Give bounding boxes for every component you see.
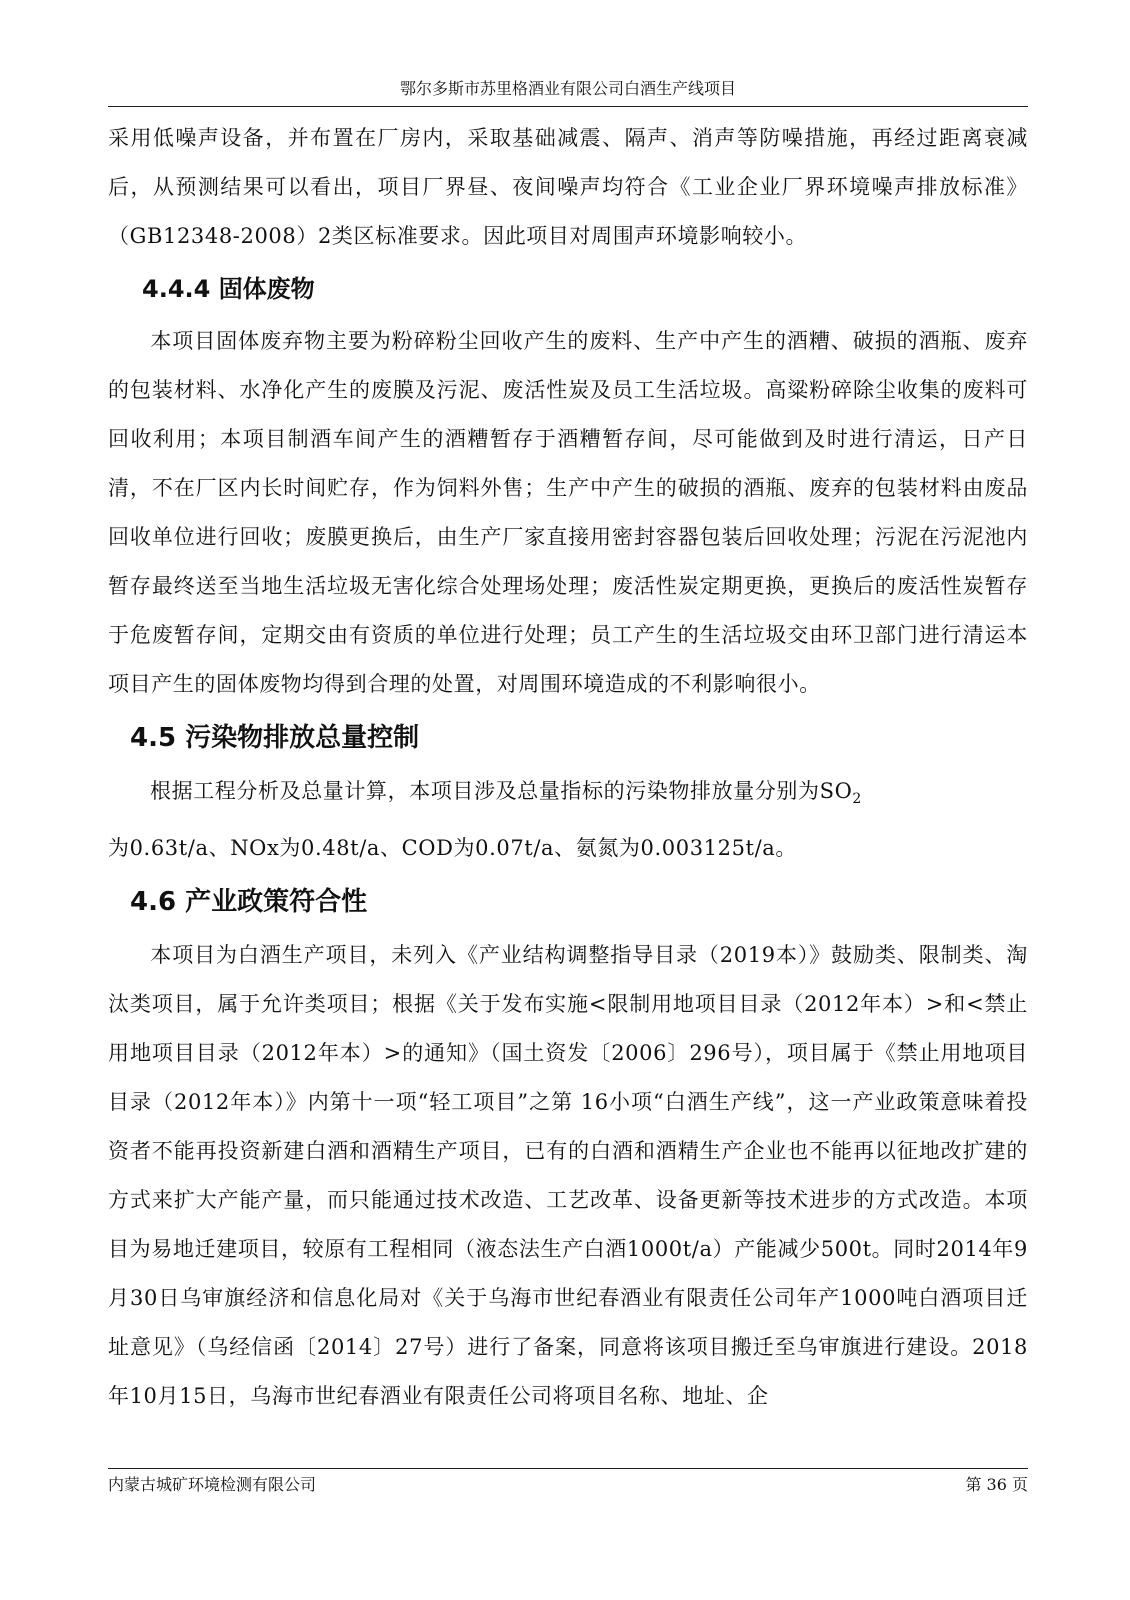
emission-line-2: 为0.63t/a、NOx为0.48t/a、COD为0.07t/a、氨氮为0.003125t/a。 [108, 836, 797, 861]
paragraph-solid-waste-text: 本项目固体废弃物主要为粉碎粉尘回收产生的废料、生产中产生的酒糟、破损的酒瓶、废弃的包装材料、水净化产生的废膜及污泥、废活性炭及员工生活垃圾。高粱粉碎除尘收集的废料可回收利用；本项目制酒车间产生的酒糟暂存于酒糟暂存间，尽可能做到及时进行清运，日产日清，不在厂区内长时间贮存，作为饲料外售；生产中产生的破损的酒瓶、废弃的包装材料由废品回收单位进行回收；废膜更换后，由生产厂家直接用密封容器包装后回收处理；污泥在污泥池内暂存最终送至当地生活垃圾无害化综合处理场处理；废活性炭定期更换，更换后的废活性炭暂存于危废暂存间，定期交由有资质的单位进行处理；员工产生的生活垃圾交由环卫部门进行清运本项目产生的固体废物均得到合理的处置，对周围环境造成的不利影响很小。 [108, 329, 1028, 696]
paragraph-industrial-policy-text: 本项目为白酒生产项目，未列入《产业结构调整指导目录（2019本）》鼓励类、限制类、淘汰类项目，属于允许类项目；根据《关于发布实施<限制用地项目目录（2012年本）>和<禁止用地项目目录（2012年本）>的通知》（国土资发〔2006〕296号），项目属于《禁止用地项目目录（2012年本）》内第十一项“轻工项目”之第 16小项“白酒生产线”，这一产业政策意味着投资者不能再投资新建白酒和酒精生产项目，已有的白酒和酒精生产企业也不能再以征地改扩建的方式来扩大产能产量，而只能通过技术改造、工艺改革、设备更新等技术进步的方式改造。本项目为易地迁建项目，较原有工程相同（液态法生产白酒1000t/a）产能减少500t。同时2014年9月30日乌审旗经济和信息化局对《关于乌海市世纪春酒业有限责任公司年产1000吨白酒项目迁址意见》（乌经信函〔2014〕27号）进行了备案，同意将该项目搬迁至乌审旗进行建设。2018年10月15日，乌海市世纪春酒业有限责任公司将项目名称、地址、企 [108, 943, 1028, 1409]
page-header-title: 鄂尔多斯市苏里格酒业有限公司白酒生产线项目 [399, 79, 736, 98]
section-heading-4-6: 4.6 产业政策符合性 [130, 887, 368, 918]
paragraph-industrial-policy [108, 931, 1028, 1421]
paragraph-solid-waste [108, 317, 1028, 709]
so2-subscript: 2 [852, 791, 862, 808]
paragraph-noise: 采用低噪声设备，并布置在厂房内，采取基础减震、隔声、消声等防噪措施，再经过距离衰减后，从预测结果可以看出，项目厂界昼、夜间噪声均符合《工业企业厂界环境噪声排放标准》（GB12348-2008）2类区标准要求。因此项目对周围声环境影响较小。 [108, 126, 1028, 248]
section-heading-4-5: 4.5 污染物排放总量控制 [130, 723, 420, 753]
footer-divider [108, 1468, 1028, 1469]
paragraph-emission-total [108, 767, 1028, 873]
emission-line-1: 根据工程分析及总量计算，本项目涉及总量指标的污染物排放量分别为SO [150, 779, 853, 803]
footer-page-number: 第 36 页 [965, 1475, 1028, 1494]
page-content [108, 114, 1028, 1421]
header-divider [108, 106, 1028, 107]
footer-company: 内蒙古城矿环境检测有限公司 [108, 1475, 317, 1494]
section-heading-4-4-4: 4.4.4 固体废物 [142, 275, 315, 303]
